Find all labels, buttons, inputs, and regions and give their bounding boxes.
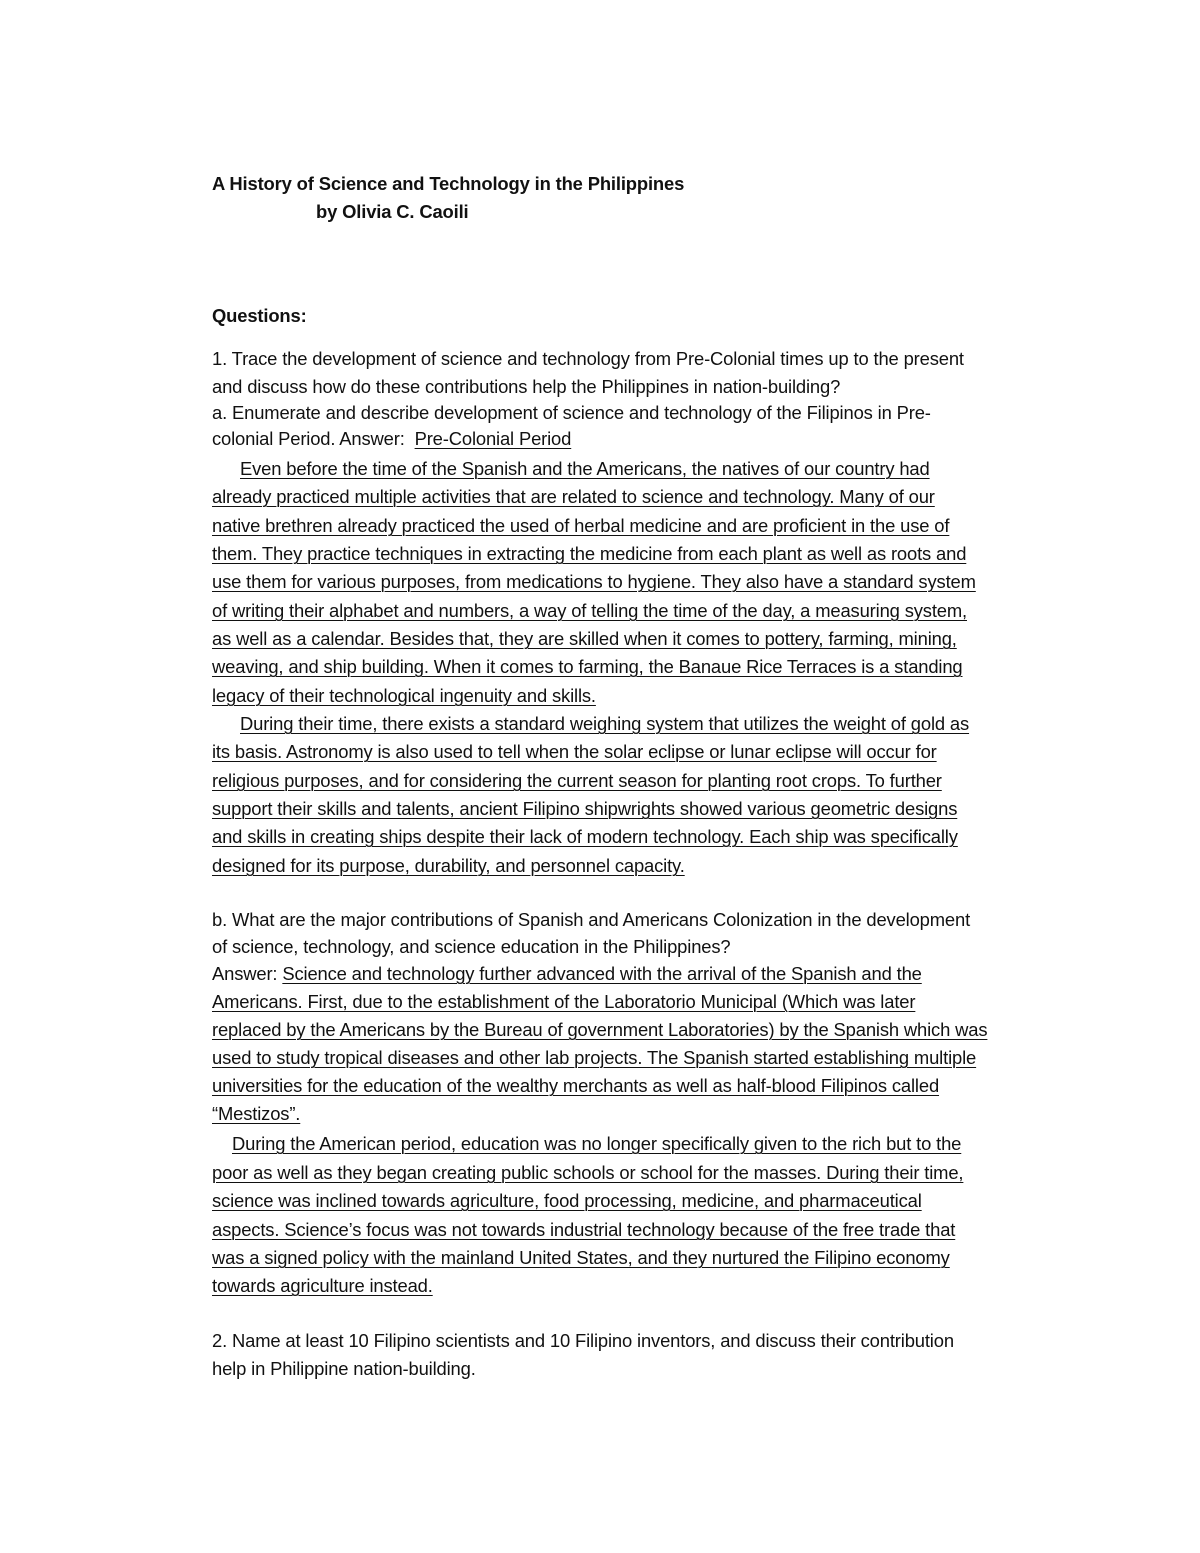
answer-b-prefix: Answer: bbox=[212, 963, 283, 984]
document-author: by Olivia C. Caoili bbox=[316, 201, 469, 222]
answer-a-p1-line: already practiced multiple activities that are related to science and technology. Many of our bbox=[212, 486, 935, 507]
answer-b-p1-line: Americans. First, due to the establishment of the Laboratorio Municipal (Which was later bbox=[212, 991, 916, 1012]
answer-a-p2-line: support their skills and talents, ancient Filipino shipwrights showed various geometric designs bbox=[212, 798, 958, 819]
questions-heading: Questions: bbox=[212, 305, 307, 326]
question-1b-line-2: of science, technology, and science education in the Philippines? bbox=[212, 936, 731, 957]
answer-b-p2-line: was a signed policy with the mainland United States, and they nurtured the Filipino economy bbox=[212, 1247, 950, 1268]
answer-b-p1-line: universities for the education of the wealthy merchants as well as half-blood Filipinos called bbox=[212, 1075, 940, 1096]
answer-a-p1-line: weaving, and ship building. When it comes to farming, the Banaue Rice Terraces is a standing bbox=[212, 656, 963, 677]
answer-b-p1-line: Science and technology further advanced with the arrival of the Spanish and the bbox=[282, 963, 922, 984]
answer-a-p1-line: them. They practice techniques in extracting the medicine from each plant as well as roots and bbox=[212, 543, 967, 564]
answer-b-p2-line: science was inclined towards agriculture, food processing, medicine, and pharmaceutical bbox=[212, 1190, 922, 1211]
answer-a-p1-line: of writing their alphabet and numbers, a way of telling the time of the day, a measuring system, bbox=[212, 600, 967, 621]
answer-a-p1-line: as well as a calendar. Besides that, they are skilled when it comes to pottery, farming, mining, bbox=[212, 628, 957, 649]
answer-a-p2-line: designed for its purpose, durability, and personnel capacity. bbox=[212, 855, 685, 876]
question-1-line-1: 1. Trace the development of science and technology from Pre-Colonial times up to the present bbox=[212, 348, 964, 369]
answer-a-p1-line: Even before the time of the Spanish and the Americans, the natives of our country had bbox=[240, 458, 930, 479]
answer-a-p2-line: During their time, there exists a standard weighing system that utilizes the weight of gold as bbox=[240, 713, 970, 734]
answer-b-p1-first-line bbox=[212, 960, 922, 988]
answer-a-p1-line: legacy of their technological ingenuity and skills. bbox=[212, 685, 596, 706]
question-1a-line-1: a. Enumerate and describe development of science and technology of the Filipinos in Pre- bbox=[212, 402, 931, 423]
answer-a-p1-line: use them for various purposes, from medications to hygiene. They also have a standard system bbox=[212, 571, 976, 592]
answer-b-p1-line: used to study tropical diseases and other lab projects. The Spanish started establishing multiple bbox=[212, 1047, 977, 1068]
answer-a-p1-line: native brethren already practiced the used of herbal medicine and are proficient in the use of bbox=[212, 515, 950, 536]
answer-a-p2-line: its basis. Astronomy is also used to tell when the solar eclipse or lunar eclipse will occur for bbox=[212, 741, 937, 762]
question-1-line-2: and discuss how do these contributions help the Philippines in nation-building? bbox=[212, 376, 841, 397]
answer-b-p2-line: towards agriculture instead. bbox=[212, 1275, 433, 1296]
question-2-line-1: 2. Name at least 10 Filipino scientists and 10 Filipino inventors, and discuss their contribution bbox=[212, 1330, 954, 1351]
question-1b-line-1: b. What are the major contributions of Spanish and Americans Colonization in the development bbox=[212, 909, 971, 930]
answer-a-p2-line: and skills in creating ships despite their lack of modern technology. Each ship was specifically bbox=[212, 826, 958, 847]
answer-b-p2-line: poor as well as they began creating public schools or school for the masses. During their time, bbox=[212, 1162, 964, 1183]
question-1a-answer-heading: Pre-Colonial Period bbox=[414, 428, 572, 449]
answer-a-p2-line: religious purposes, and for considering the current season for planting root crops. To further bbox=[212, 770, 942, 791]
answer-b-p2-line: During the American period, education was no longer specifically given to the rich but to the bbox=[232, 1133, 962, 1154]
document-title: A History of Science and Technology in the Philippines bbox=[212, 173, 685, 194]
question-2-line-2: help in Philippine nation-building. bbox=[212, 1358, 476, 1379]
answer-b-p1-line: replaced by the Americans by the Bureau of government Laboratories) by the Spanish which was bbox=[212, 1019, 988, 1040]
answer-b-p2-line: aspects. Science’s focus was not towards industrial technology because of the free trade that bbox=[212, 1219, 956, 1240]
question-1a-prefix: colonial Period. Answer: bbox=[212, 428, 415, 449]
question-1a-line-2 bbox=[212, 425, 571, 453]
answer-b-p1-line: “Mestizos”. bbox=[212, 1103, 301, 1124]
